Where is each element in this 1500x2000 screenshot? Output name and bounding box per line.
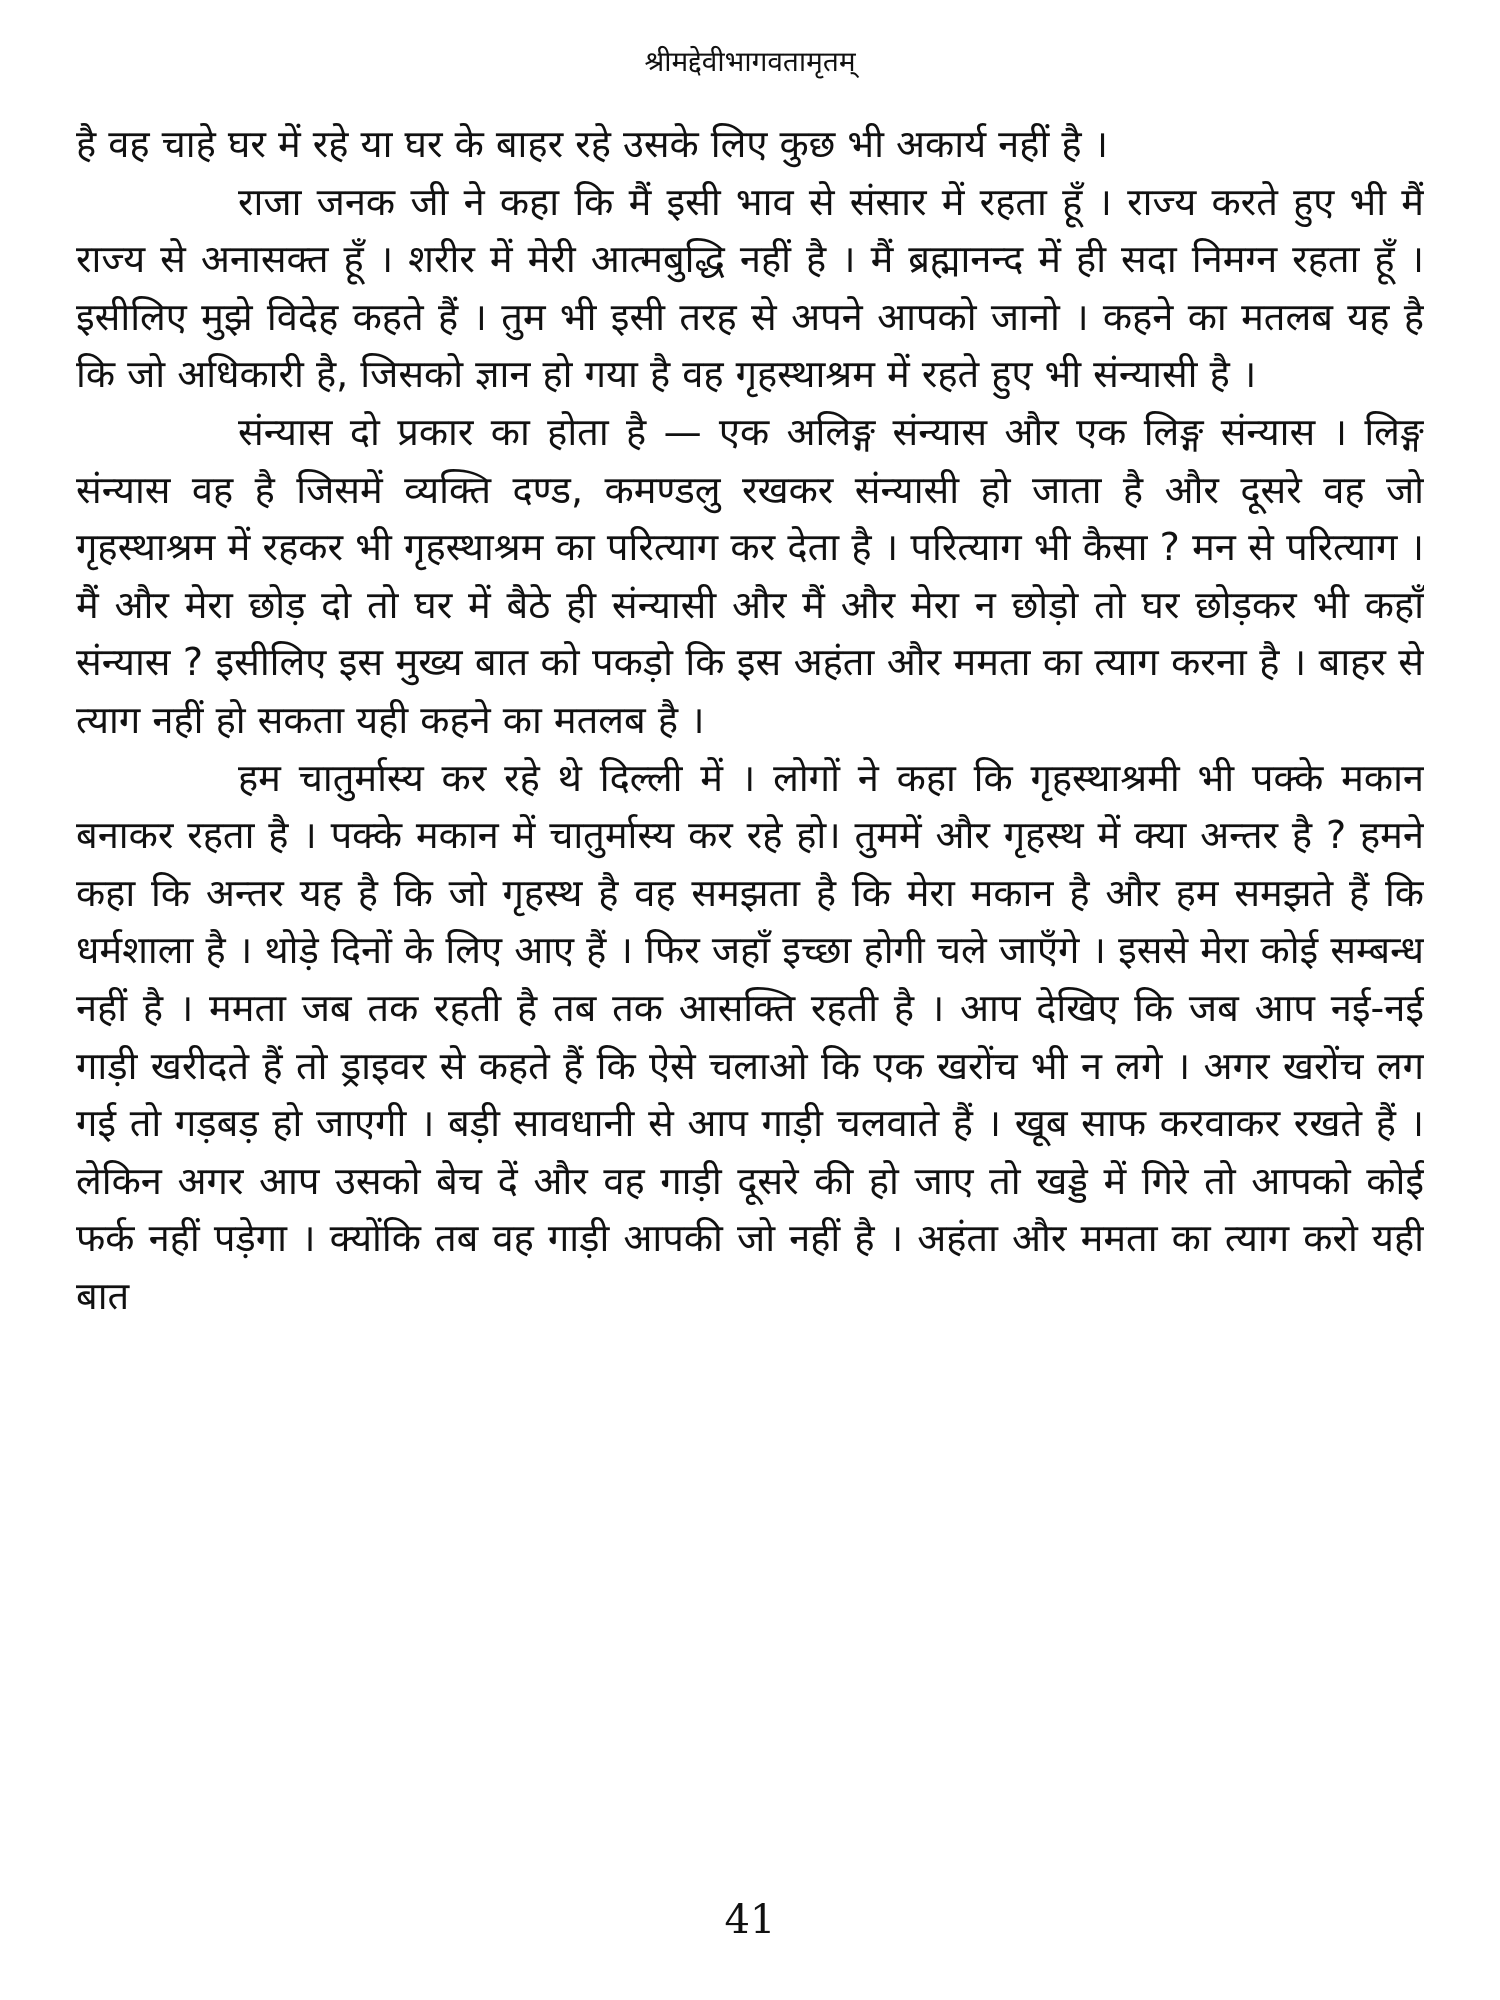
paragraph-raja-janak: राजा जनक जी ने कहा कि मैं इसी भाव से संसार में रहता हूँ । राज्य करते हुए भी मैं राज्य से अनासक्त हूँ । शरीर में मेरी आत्मबुद्धि नहीं है । मैं ब्रह्मानन्द में ही सदा निमग्न रहता हूँ । इसीलिए मुझे विदेह कहते हैं । तुम भी इसी तरह से अपने आपको जानो । कहने का मतलब यह है कि जो अधिकारी है, जिसको ज्ञान हो गया है वह गृहस्थाश्रम में रहते हुए भी संन्यासी है । bbox=[76, 179, 1424, 397]
paragraph-continuation: है वह चाहे घर में रहे या घर के बाहर रहे उसके लिए कुछ भी अकार्य नहीं है । bbox=[76, 122, 1109, 166]
paragraph-chaturmasya: हम चातुर्मास्य कर रहे थे दिल्ली में । लोगों ने कहा कि गृहस्थाश्रमी भी पक्के मकान बनाकर रहता है । पक्के मकान में चातुर्मास्य कर रहे हो। तुममें और गृहस्थ में क्या अन्तर है ? हमने कहा कि अन्तर यह है कि जो गृहस्थ है वह समझता है कि मेरा मकान है और हम समझते हैं कि धर्मशाला है । थोड़े दिनों के लिए आए हैं । फिर जहाँ इच्छा होगी चले जाएँगे । इससे मेरा कोई सम्बन्ध नहीं है । ममता जब तक रहती है तब तक आसक्ति रहती है । आप देखिए कि जब आप नई-नई गाड़ी खरीदते हैं तो ड्राइवर से कहते हैं कि ऐसे चलाओ कि एक खरोंच भी न लगे । अगर खरोंच लग गई तो गड़बड़ हो जाएगी । बड़ी सावधानी से आप गाड़ी चलवाते हैं । खूब साफ करवाकर रखते हैं । लेकिन अगर आप उसको बेच दें और वह गाड़ी दूसरे की हो जाए तो खड्डे में गिरे तो आपको कोई फर्क नहीं पड़ेगा । क्योंकि तब वह गाड़ी आपकी जो नहीं है । अहंता और ममता का त्याग करो यही बात bbox=[76, 755, 1424, 1318]
body-text bbox=[76, 116, 1424, 1856]
page-number: 41 bbox=[724, 1897, 776, 1943]
running-title: श्रीमद्देवीभागवतामृतम् bbox=[644, 45, 856, 78]
paragraph-sannyas-types: संन्यास दो प्रकार का होता है — एक अलिङ्ग संन्यास और एक लिङ्ग संन्यास । लिङ्ग संन्यास वह है जिसमें व्यक्ति दण्ड, कमण्डलु रखकर संन्यासी हो जाता है और दूसरे वह जो गृहस्थाश्रम में रहकर भी गृहस्थाश्रम का परित्याग कर देता है । परित्याग भी कैसा ? मन से परित्याग । मैं और मेरा छोड़ दो तो घर में बैठे ही संन्यासी और मैं और मेरा न छोड़ो तो घर छोड़कर भी कहाँ संन्यास ? इसीलिए इस मुख्य बात को पकड़ो कि इस अहंता और ममता का त्याग करना है । बाहर से त्याग नहीं हो सकता यही कहने का मतलब है । bbox=[76, 409, 1424, 742]
